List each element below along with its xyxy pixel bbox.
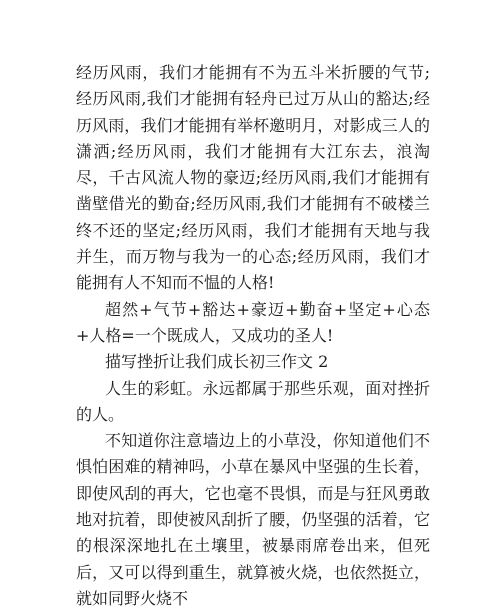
- essay-heading: 描写挫折让我们成长初三作文 2: [105, 352, 329, 372]
- paragraph-grass: 不知道你注意墙边上的小草没，你知道他们不惧怕困难的精神吗，小草在暴风中坚强的生长着，即使风刮的再大，它也毫不畏惧，而是与狂风勇敢地对抗着，即使被风刮折了腰，仍坚强的活着，它的根深深地扎在土壤里，被暴雨席卷出来，但死后，又可以得到重生，就算被火烧，也依然挺立，就如同野火烧不: [76, 431, 430, 608]
- document-body: [76, 60, 430, 612]
- paragraph-rainbow: 人生的彩虹。永远都属于那些乐观，面对挫折的人。: [76, 378, 430, 424]
- paragraph-summary: 超然+气节+豁达+豪迈+勤奋+坚定+心态+人格=一个既成人，又成功的圣人!: [76, 299, 430, 345]
- paragraph-experience: 经历风雨，我们才能拥有不为五斗米折腰的气节;经历风雨,我们才能拥有轻舟已过万从山的豁达;经历风雨，我们才能拥有举杯邀明月，对影成三人的潇洒;经历风雨，我们才能拥有大江东去，浪淘尽，千古风流人物的豪迈;经历风雨,我们才能拥有凿壁借光的勤奋;经历风雨,我们才能拥有不破楼兰终不还的坚定;经历风雨，我们才能拥有天地与我并生，而万物与我为一的心态;经历风雨，我们才能拥有人不知而不愠的人格!: [76, 63, 430, 293]
